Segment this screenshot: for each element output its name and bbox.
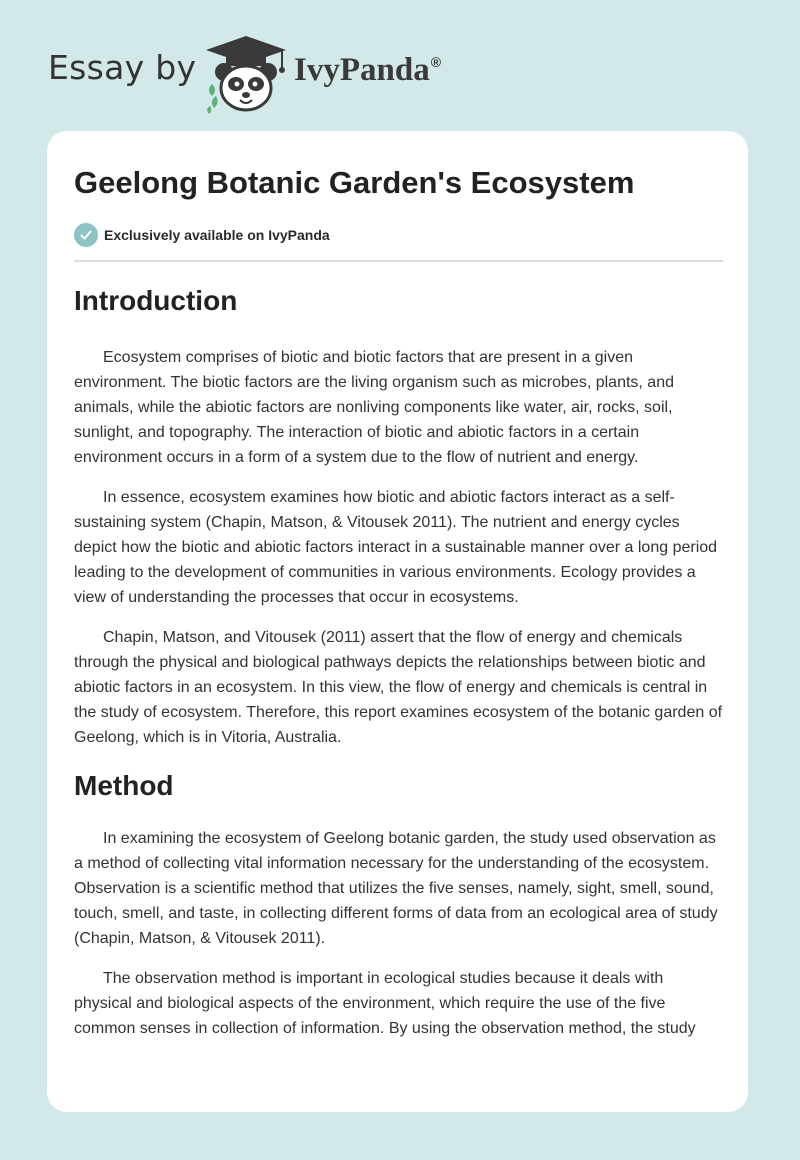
paragraph: Ecosystem comprises of biotic and biotic factors that are present in a given environment. The biotic factors are the living organism such as microbes, plants, and animals, while the abiotic factors are nonliving components like water, air, rocks, soil, sunlight, and topography. The interaction of biotic and abiotic factors in a certain environment occurs in a form of a system due to the flow of nutrient and energy. [74, 349, 674, 466]
essay-title: Geelong Botanic Garden's Ecosystem [74, 165, 635, 200]
badge-text: Exclusively available on IvyPanda [104, 227, 330, 243]
section-heading-introduction: Introduction [74, 285, 238, 316]
brand-name[interactable]: IvyPanda® [294, 52, 442, 88]
section-heading-method: Method [74, 770, 174, 801]
essay-body [74, 281, 723, 1056]
paragraph: In examining the ecosystem of Geelong botanic garden, the study used observation as a method of collecting vital information necessary for the understanding of the ecosystem. Observation is a scientific method that utilizes the five senses, namely, sight, smell, sound, touch, smell, and taste, in collecting different forms of data from an ecological area of study (Chapin, Matson, & Vitousek 2011). [74, 830, 718, 947]
registered-mark: ® [430, 54, 442, 70]
divider [74, 260, 723, 262]
check-circle-icon [74, 223, 98, 247]
brand-header [48, 28, 508, 112]
panda-logo-icon[interactable] [202, 34, 290, 114]
essay-card [47, 131, 748, 1112]
paragraph: In essence, ecosystem examines how biotic and abiotic factors interact as a self-sustaining system (Chapin, Matson, & Vitousek 2011). The nutrient and energy cycles depict how the biotic and abiotic factors interact in a sustainable manner over a long period leading to the development of communities in various environments. Ecology provides a view of understanding the processes that occur in ecosystems. [74, 489, 718, 606]
exclusive-badge [74, 223, 330, 247]
paragraph: Chapin, Matson, and Vitousek (2011) assert that the flow of energy and chemicals through the physical and biological pathways depicts the relationships between biotic and abiotic factors in an ecosystem. In this view, the flow of energy and chemicals is central in the study of ecosystem. Therefore, this report examines ecosystem of the botanic garden of Geelong, which is in Vitoria, Australia. [74, 629, 723, 746]
paragraph: The observation method is important in ecological studies because it deals with physical and biological aspects of the environment, which require the use of the five common senses in collection of information. By using the observation method, the study [74, 970, 696, 1037]
brand-prefix: Essay by [48, 48, 197, 87]
